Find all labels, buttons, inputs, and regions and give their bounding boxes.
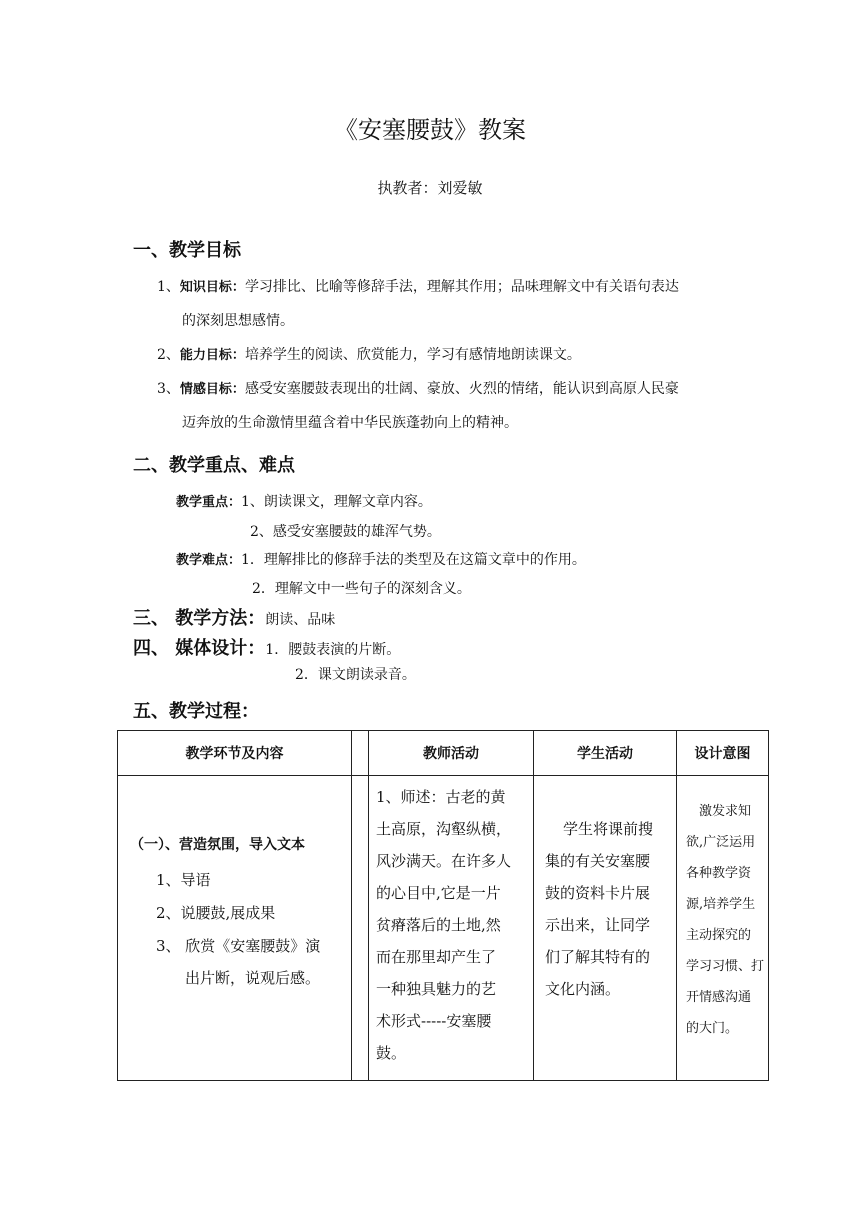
intent-line: 的大门。 xyxy=(686,1021,739,1036)
intent-line: 源,培养学生 xyxy=(686,897,756,912)
teacher-line: 风沙满天。在许多人 xyxy=(376,852,512,870)
objective-text: 培养学生的阅读、欣赏能力，学习有感情地朗读课文。 xyxy=(244,347,581,363)
header-student: 学生活动 xyxy=(534,731,677,776)
teacher-line: 的心目中,它是一片 xyxy=(376,884,501,902)
teacher-line: 一种独具魅力的艺 xyxy=(376,980,497,998)
section4-heading: 四、 媒体设计： xyxy=(133,638,266,659)
student-line: 示出来，让同学 xyxy=(545,916,651,934)
student-line: 集的有关安塞腰 xyxy=(545,852,651,870)
intent-line: 各种教学资 xyxy=(686,866,752,881)
objective-emotion xyxy=(157,378,679,398)
student-line: 学生将课前搜 xyxy=(563,820,654,838)
teacher-line: 土高原，沟壑纵横， xyxy=(376,820,512,838)
stage-item: 2、说腰鼓,展成果 xyxy=(156,904,276,922)
spacer-cell xyxy=(352,776,369,1081)
stage-cell xyxy=(118,776,352,1081)
section4 xyxy=(133,634,400,660)
objective-label: 知识目标： xyxy=(179,280,245,295)
objective-label: 能力目标： xyxy=(179,348,245,363)
objective-label: 情感目标： xyxy=(179,382,245,397)
objective-number: 1、 xyxy=(157,279,180,295)
section5-heading: 五、教学过程： xyxy=(133,701,259,722)
header-teacher: 教师活动 xyxy=(369,731,534,776)
objective-number: 3、 xyxy=(157,381,180,397)
process-table xyxy=(117,730,769,1081)
table-row xyxy=(118,776,769,1081)
intent-line: 激发求知 xyxy=(699,804,752,819)
section3 xyxy=(133,604,335,630)
section3-content: 朗读、品味 xyxy=(265,612,336,628)
stage-item: 3、 欣赏《安塞腰鼓》演 xyxy=(156,937,321,955)
key-label: 教学重点： xyxy=(176,495,242,510)
header-intent: 设计意图 xyxy=(677,731,769,776)
student-cell xyxy=(534,776,677,1081)
header-spacer xyxy=(352,731,369,776)
objective-number: 2、 xyxy=(157,347,180,363)
table-header-row xyxy=(118,731,769,776)
objective-knowledge-cont: 的深刻思想感情。 xyxy=(182,313,294,329)
header-stage: 教学环节及内容 xyxy=(118,731,352,776)
stage-item: 1、导语 xyxy=(156,871,211,889)
difficulty-2: 2．理解文中一些句子的深刻含义。 xyxy=(252,581,471,597)
objective-text: 感受安塞腰鼓表现出的壮阔、豪放、火烈的情绪，能认识到高原人民豪 xyxy=(244,381,679,397)
teacher-line: 术形式-----安塞腰 xyxy=(376,1012,492,1030)
difficulty-label: 教学难点： xyxy=(176,553,242,568)
intent-line: 开情感沟通 xyxy=(686,990,752,1005)
difficulty-1: 教学难点：1．理解排比的修辞手法的类型及在这篇文章中的作用。 xyxy=(176,552,586,568)
objective-knowledge xyxy=(157,276,679,296)
objective-text: 学习排比、比喻等修辞手法，理解其作用；品味理解文中有关语句表达 xyxy=(244,279,679,295)
objective-emotion-cont: 迈奔放的生命激情里蕴含着中华民族蓬勃向上的精神。 xyxy=(182,415,518,431)
section3-heading: 三、 教学方法： xyxy=(133,608,266,629)
intent-line: 欲,广泛运用 xyxy=(686,835,756,850)
author-line: 执教者：刘爱敏 xyxy=(377,179,483,197)
media-item-2: 2．课文朗读录音。 xyxy=(295,667,416,683)
teacher-line: 鼓。 xyxy=(376,1044,407,1062)
key-point-2: 2、感受安塞腰鼓的雄浑气势。 xyxy=(250,524,441,540)
intent-line: 学习习惯、打 xyxy=(686,959,765,974)
section2-heading: 二、教学重点、难点 xyxy=(133,455,295,476)
student-line: 们了解其特有的 xyxy=(545,948,651,966)
teacher-cell xyxy=(369,776,534,1081)
teacher-line: 而在那里却产生了 xyxy=(376,948,497,966)
page-title: 《安塞腰鼓》教案 xyxy=(334,116,526,144)
key-point-1: 教学重点：1、朗读课文，理解文章内容。 xyxy=(176,494,432,510)
media-item-1: 1．腰鼓表演的片断。 xyxy=(265,642,401,658)
student-line: 鼓的资料卡片展 xyxy=(545,884,651,902)
section1-heading: 一、教学目标 xyxy=(133,240,241,261)
teacher-line: 1、师述：古老的黄 xyxy=(376,788,506,806)
student-line: 文化内涵。 xyxy=(545,980,621,998)
objective-ability xyxy=(157,344,581,364)
intent-line: 主动探究的 xyxy=(686,928,752,943)
stage-item: 出片断，说观后感。 xyxy=(185,969,321,987)
intent-cell xyxy=(677,776,769,1081)
teacher-line: 贫瘠落后的土地,然 xyxy=(376,916,501,934)
stage-title: （一）、营造氛围，导入文本 xyxy=(130,837,305,853)
